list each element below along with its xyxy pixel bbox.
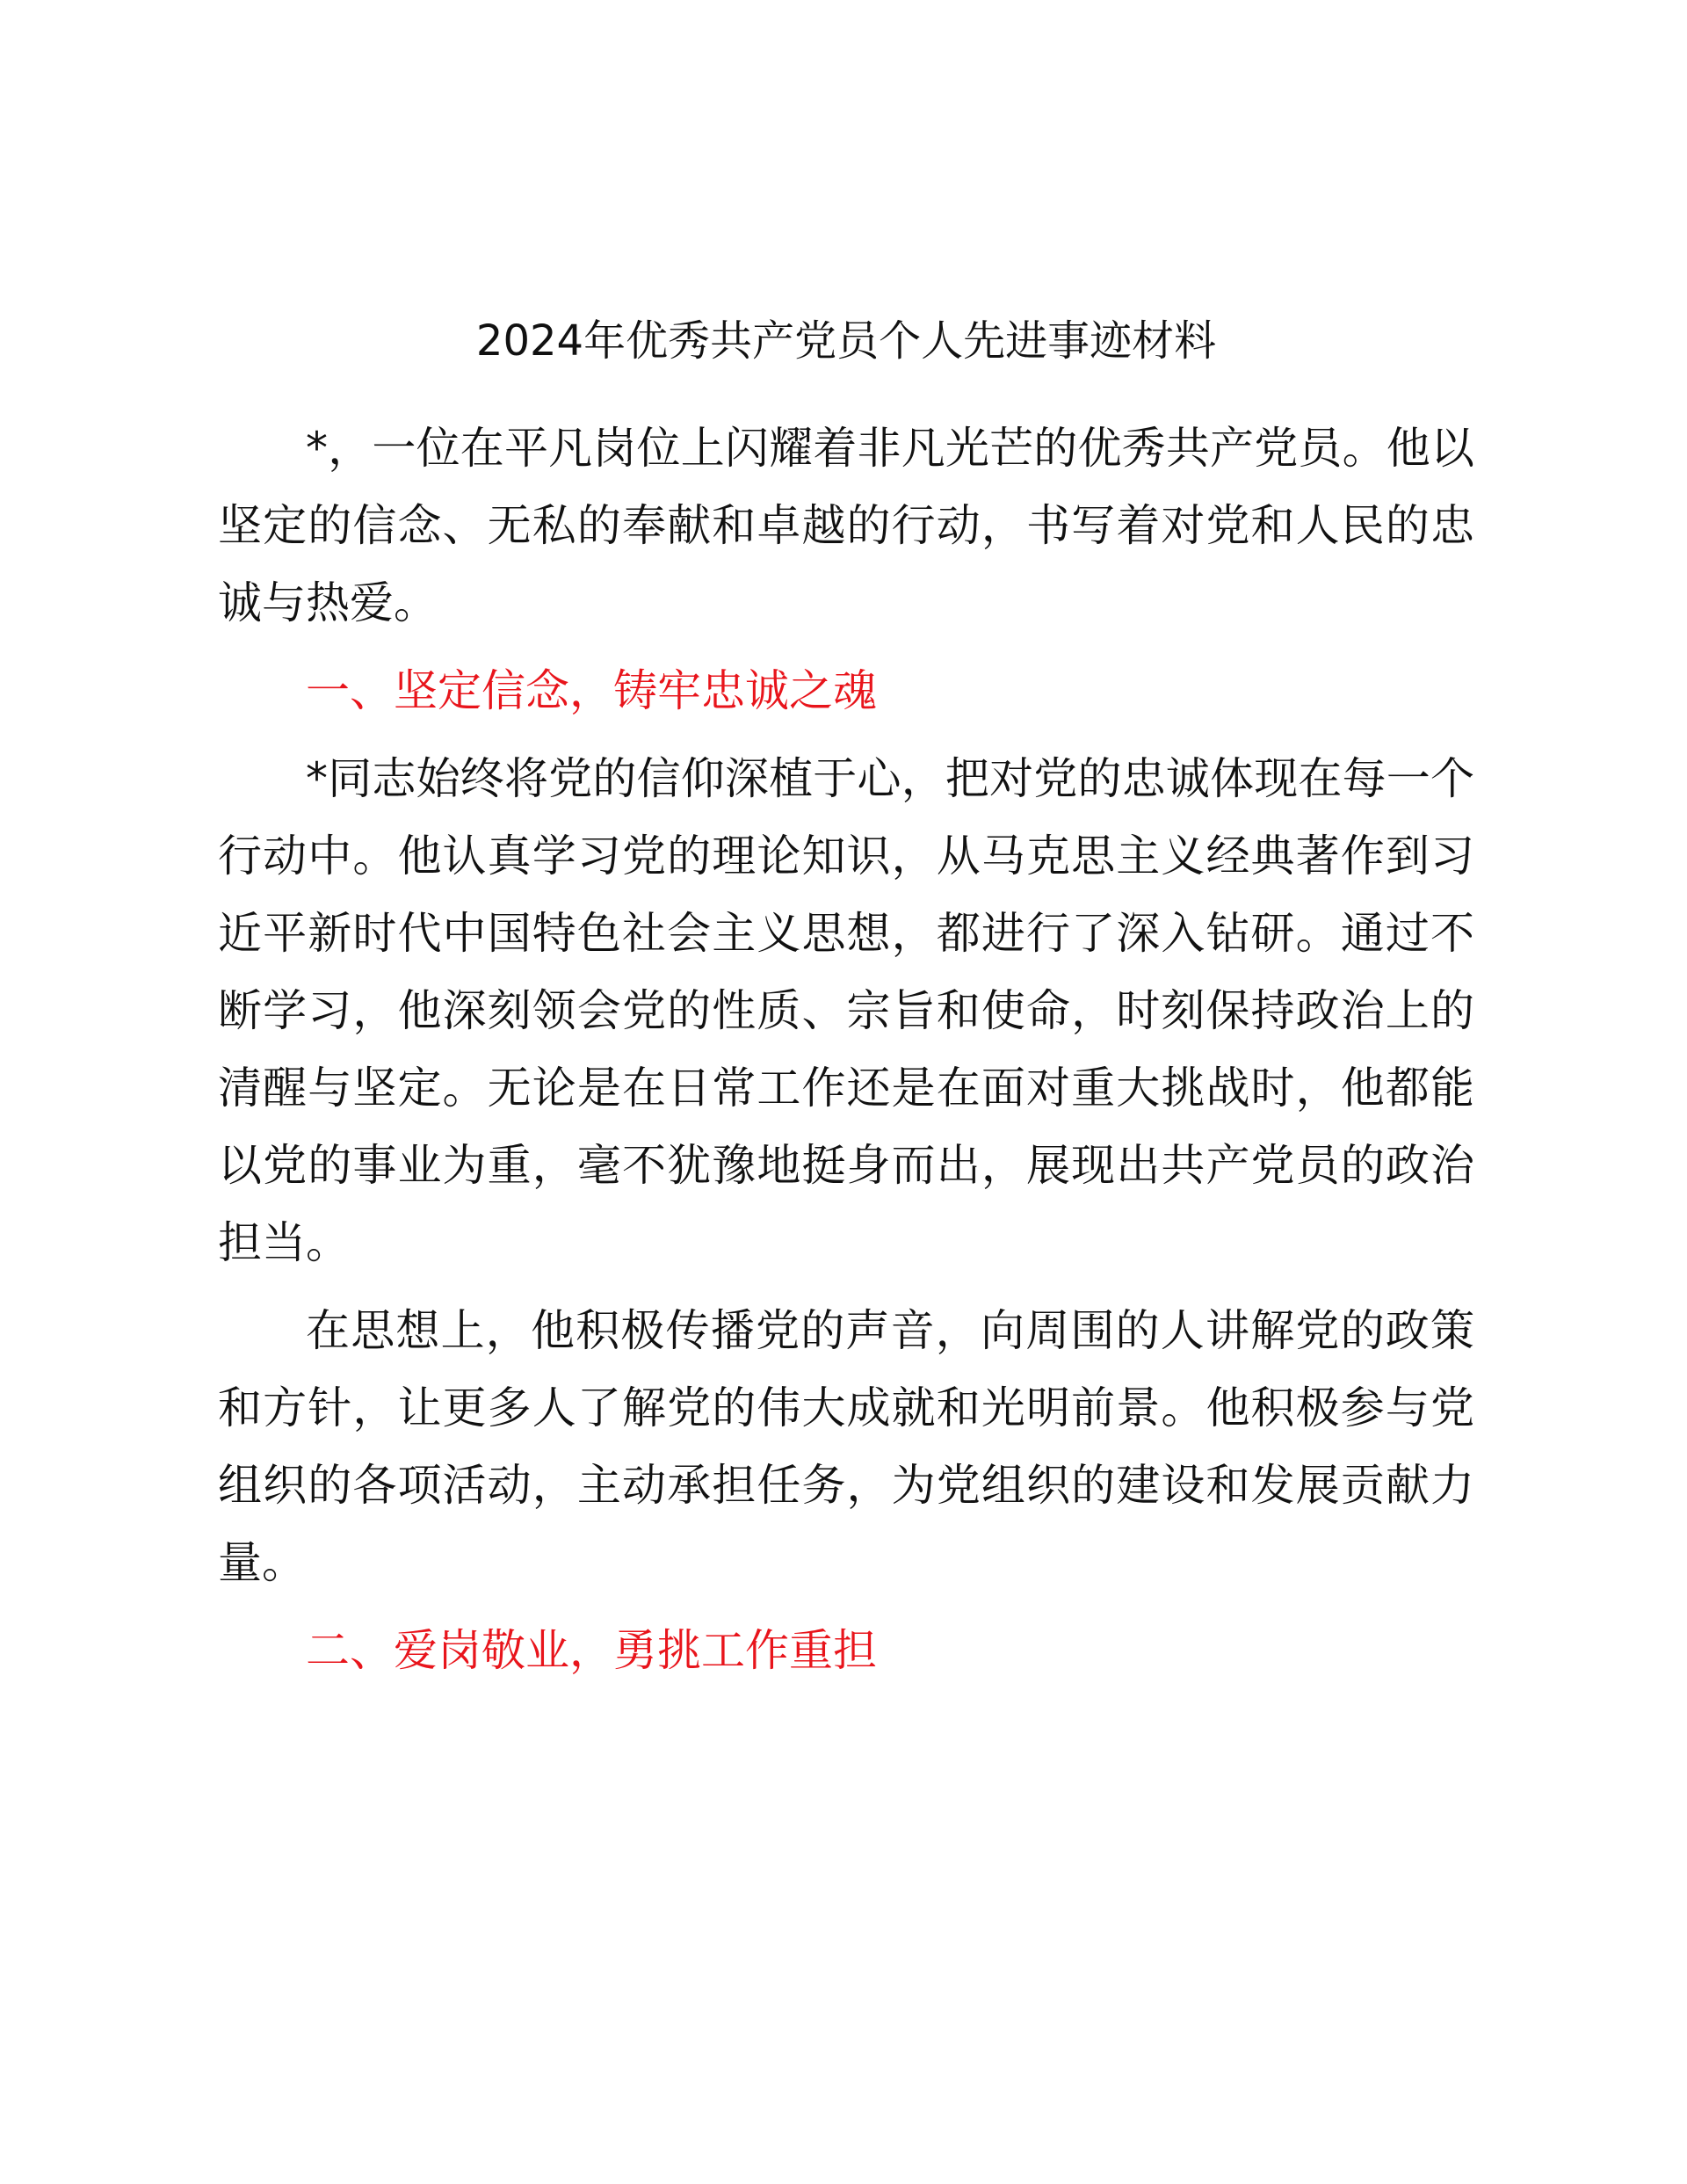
section-1-paragraph-1: *同志始终将党的信仰深植于心，把对党的忠诚体现在每一个行动中。他认真学习党的理论知识，从马克思主义经典著作到习近平新时代中国特色社会主义思想，都进行了深入钻研。通过不断学习，他深刻领会党的性质、宗旨和使命，时刻保持政治上的清醒与坚定。无论是在日常工作还是在面对重大挑战时，他都能以党的事业为重，毫不犹豫地挺身而出，展现出共产党员的政治担当。 (218, 753, 1474, 1268)
section-1-paragraph-2: 在思想上，他积极传播党的声音，向周围的人讲解党的政策和方针，让更多人了解党的伟大成就和光明前景。他积极参与党组织的各项活动，主动承担任务，为党组织的建设和发展贡献力量。 (218, 1305, 1474, 1588)
document-body (218, 299, 1474, 1700)
document-title: 2024年优秀共产党员个人先进事迹材料 (475, 316, 1217, 366)
section-heading-1: 一、坚定信念，铸牢忠诚之魂 (306, 665, 877, 716)
intro-paragraph: *，一位在平凡岗位上闪耀着非凡光芒的优秀共产党员。他以坚定的信念、无私的奉献和卓越的行动，书写着对党和人民的忠诚与热爱。 (218, 423, 1474, 628)
section-heading-2: 二、爱岗敬业，勇挑工作重担 (306, 1625, 877, 1676)
